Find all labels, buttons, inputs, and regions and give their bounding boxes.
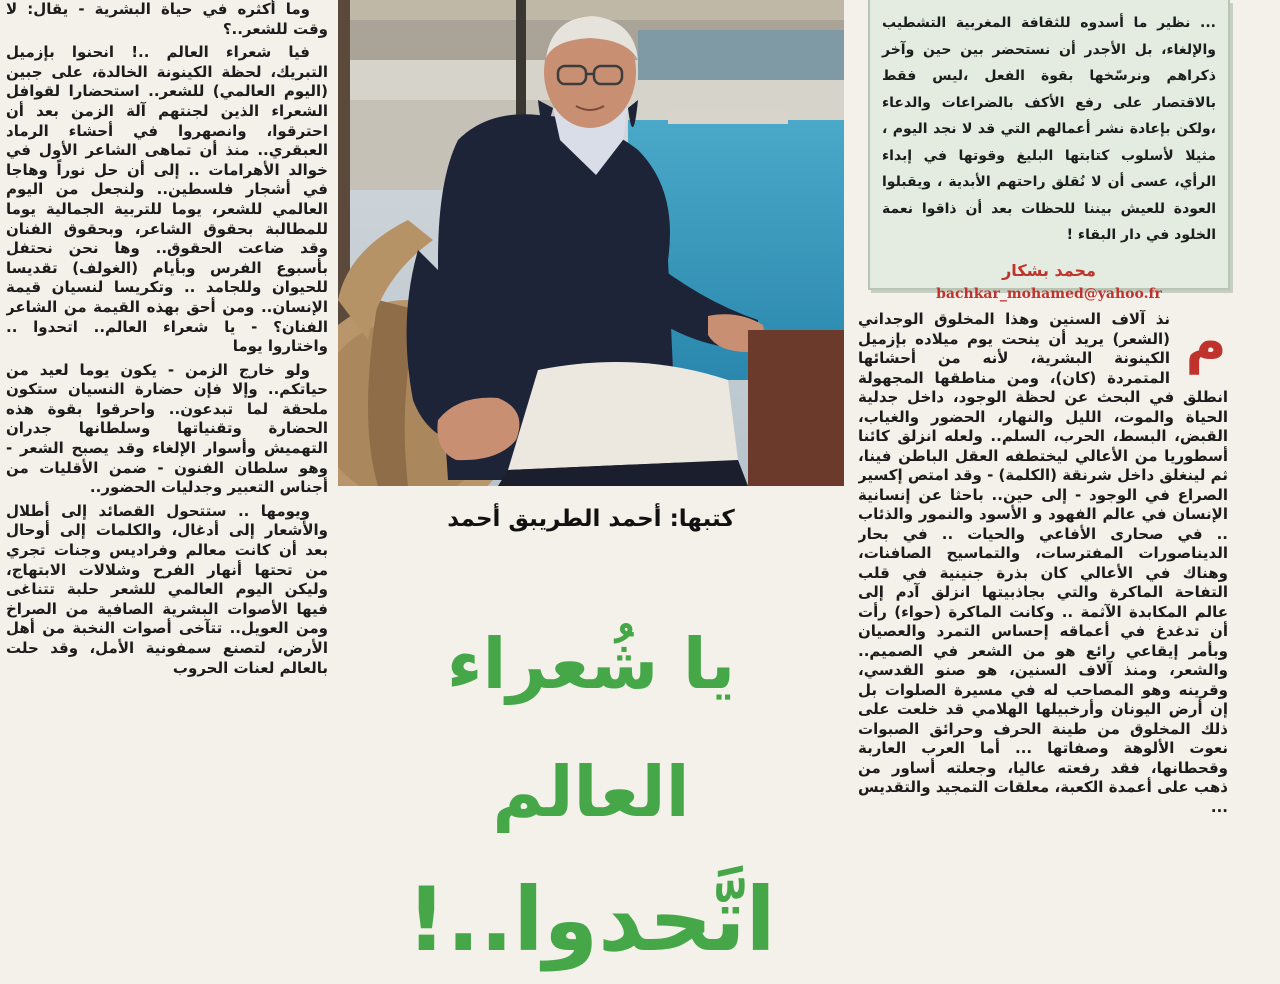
left-paragraph-1: وما أكثره في حياة البشرية - يقال: لا وقت للشعر..؟ [6, 0, 328, 38]
column-author-email[interactable]: bachkar_mohamed@yahoo.fr [936, 285, 1162, 302]
right-article-column [858, 310, 1228, 862]
headline-line-2: اتَّحدوا..! [406, 868, 776, 971]
author-photo [338, 0, 844, 486]
article-headline [338, 600, 844, 984]
author-photo-illustration [338, 0, 844, 486]
left-paragraph-4: ويومها .. ستتحول القصائد إلى أطلال والأشعار إلى أدغال، والكلمات إلى أوحال بعد أن كانت معالم وفراديس وجنات تجري من تحتها أنهار الفرح وشلالات الابتهاج، وليكن اليوم العالمي للشعر حلبة تتناغى فيها الأصوات البشرية الصافية من الصراخ ومن العويل.. تتآخى أصوات النخبة من أهل الأرض، لتصنع سمفونية الأمل، وقد حلت بالعالم لعنات الحروب [6, 501, 328, 677]
sidebar-column-box [868, 0, 1230, 302]
left-article-column [6, 0, 328, 862]
left-paragraph-3: ولو خارج الزمن - يكون يوما لعيد من حياتكم.. وإلا فإن حضارة النسيان ستكون ملحقة لما تبدعون.. واحرقوا بقوة هذه الحضارة وتقنياتها وسلطانها جدران التهميش وأسوار الإلغاء وقد يصبح الشعر - وهو سلطان الفنون - ضمن الأقليات من أجناس التعبير وجدليات الحضور.. [6, 360, 328, 497]
column-author-signature: محمد بشكار [1002, 260, 1096, 280]
sidebar-column-text: ... نظير ما أسدوه للثقافة المغربية التشطيب والإلغاء، بل الأجدر أن نستحضر بين حين وآخر ذكراهم ونرسّخها بقوة الفعل ،ليس فقط بالاقتصار على رفع الأكف بالضراعات والدعاء ،ولكن بإعادة نشر أعمالهم التي قد لا نجد اليوم ، مثيلا لأسلوب كتابتها البليغ وقوتها في إبداء الرأي، عسى أن لا نُقلق راحتهم الأبدية ، ويقبلوا العودة للعيش بيننا للحظات بعد أن ذاقوا نعمة الخلود في دار البقاء ! [882, 15, 1216, 243]
drop-cap-letter: م [1185, 310, 1227, 375]
left-paragraph-2: فيا شعراء العالم ..! انحنوا بإزميل التبريك، لحظة الكينونة الخالدة، على جبين (اليوم العالمي) للشعر.. استحضارا لقوافل الشعراء الذين لجنتهم آلة الزمن بعد أن احترقوا، وانصهروا في أحشاء الرماد العبقري.. منذ أن تماهى الشاعر الأول في خوالد الأهرامات .. إلى أن حل نوراً وهاجا في أشجار فلسطين.. ولنجعل من اليوم العالمي للشعر، يوما للتربية الجمالية يوما للمطالبة بحقوق الشاعر، وبحقوق الفنان وقد ضاعت الحقوق.. وها نحن نحتفل بأسبوع الفرس وبأيام (الغولف) تقديسا للحيوان وللجامد .. وتكريسا لنسيان قيمة الإنسان.. ومن أحق بهذه القيمة من الشاعر الفنان؟ - يا شعراء العالم.. اتحدوا .. واختاروا يوما [6, 43, 328, 356]
headline-line-1: يا شُعراء العالم [446, 623, 736, 833]
author-byline: كتبها: أحمد الطريبق أحمد [447, 506, 735, 532]
right-column-text: نذ آلاف السنين وهذا المخلوق الوجداني (الشعر) يريد أن ينحت يوم ميلاده بإزميل الكينونة البشرية، لأنه من أحشائها المتمردة (كان)، ومن مناطقها المجهولة انطلق في البحث عن لحظة الوجود، داخل جدلية الحياة والموت، الليل والنهار، الحضور والغياب، القبض، البسط، الحرب، السلم.. ولعله انزلق كائنا أسطوريا من الأعالي ليختطفه العقل الباطن فينا، ثم لينغلق داخل شرنقة (الكلمة) - وقد امتص إكسير الصراع في الوجود - إلى حين.. باحثا عن إنسانية الإنسان في عالم الفهود و الأسود والنمور والذئاب .. في صحارى الأفاعي والحيات .. في بحار الديناصورات المفترسات، والتماسيح الصافنات، وهناك في الأعالي كان بذرة جنينية في قلب التفاحة الماكرة والتي بجاذبيتها انزلق آدم إلى عالم المكابدة الآثمة .. وكانت الماكرة (حواء) رأت أن تدغدغ في أعماقه إحساس التمرد والعصيان وبأمر إيقاعي رائع هو من الشعر في الصميم.. والشعر، ومنذ آلاف السنين، هو صنو القدسي، وقرينه وهو المصاحب له في مسيرة الصلوات بل إن أرض اليونان وأرخبيلها الهلامي قد خلعت على ذلك المخلوق من طينة الحرف وحرائق الصبوات نعوت الألوهة وصفاتها ... أما العرب العاربة وقحطانها، فقد رفعته عاليا، وجعلته أساور من ذهب على أعمدة الكعبة، معلقات التمجيد والتقديس ... [858, 310, 1228, 816]
